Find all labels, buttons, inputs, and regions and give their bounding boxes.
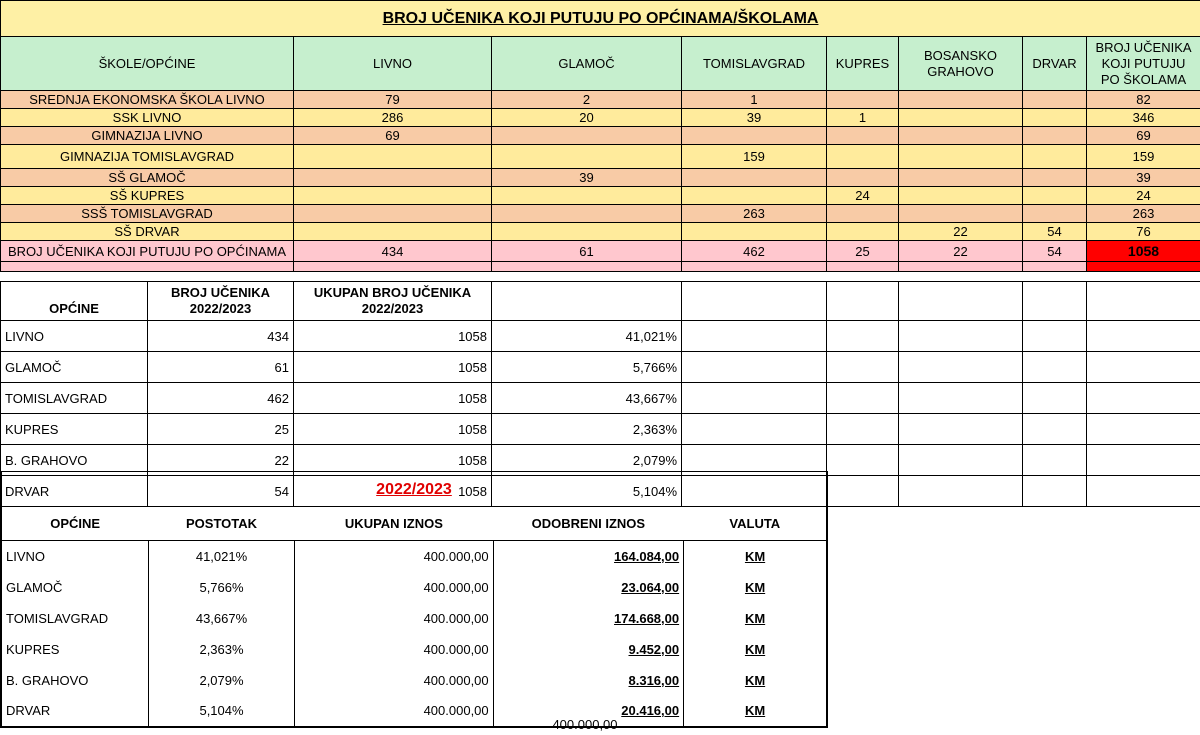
grand-total: 1058 bbox=[1087, 241, 1200, 262]
school-value bbox=[1023, 127, 1087, 145]
school-value: 263 bbox=[682, 205, 827, 223]
percentage: 2,363% bbox=[492, 414, 682, 445]
school-value bbox=[1023, 205, 1087, 223]
school-value bbox=[294, 205, 492, 223]
municipality-row bbox=[1, 414, 1200, 445]
school-value: 54 bbox=[1023, 223, 1087, 241]
funding-row bbox=[1, 665, 827, 696]
header-schools: ŠKOLE/OPĆINE bbox=[1, 37, 294, 91]
school-value: 20 bbox=[492, 109, 682, 127]
school-name: GIMNAZIJA LIVNO bbox=[1, 127, 294, 145]
percentage: 43,667% bbox=[148, 603, 294, 634]
totals-value: 462 bbox=[682, 241, 827, 262]
funding-row bbox=[1, 572, 827, 603]
student-count: 61 bbox=[148, 352, 294, 383]
header-total-per-school: BROJ UČENIKA KOJI PUTUJU PO ŠKOLAMA bbox=[1087, 37, 1200, 91]
school-row bbox=[1, 205, 1200, 223]
school-row bbox=[1, 109, 1200, 127]
approved-amount: 23.064,00 bbox=[493, 572, 683, 603]
total-students: 1058 bbox=[294, 476, 492, 507]
school-name: SREDNJA EKONOMSKA ŠKOLA LIVNO bbox=[1, 91, 294, 109]
school-value bbox=[827, 205, 899, 223]
percentage: 41,021% bbox=[492, 321, 682, 352]
col-header-opcine: OPĆINE bbox=[1, 282, 148, 321]
school-value: 79 bbox=[294, 91, 492, 109]
currency: KM bbox=[684, 696, 827, 727]
total-students: 1058 bbox=[294, 383, 492, 414]
school-value bbox=[899, 91, 1023, 109]
approved-amount: 20.416,00 bbox=[493, 696, 683, 727]
school-value bbox=[492, 205, 682, 223]
currency: KM bbox=[684, 665, 827, 696]
totals-value: 25 bbox=[827, 241, 899, 262]
student-count: 25 bbox=[148, 414, 294, 445]
school-total: 346 bbox=[1087, 109, 1200, 127]
school-value bbox=[899, 169, 1023, 187]
col-header-students: BROJ UČENIKA 2022/2023 bbox=[148, 282, 294, 321]
page-title: BROJ UČENIKA KOJI PUTUJU PO OPĆINAMA/ŠKOLAMA bbox=[1, 1, 1200, 37]
currency: KM bbox=[684, 572, 827, 603]
school-value: 2 bbox=[492, 91, 682, 109]
school-value bbox=[899, 205, 1023, 223]
percentage: 41,021% bbox=[148, 541, 294, 572]
percentage: 5,766% bbox=[148, 572, 294, 603]
header-livno: LIVNO bbox=[294, 37, 492, 91]
school-value bbox=[682, 187, 827, 205]
percentage: 5,104% bbox=[148, 696, 294, 727]
school-value: 286 bbox=[294, 109, 492, 127]
school-value bbox=[1023, 145, 1087, 169]
footer-total: 400.000,00 bbox=[552, 717, 618, 732]
header-kupres: KUPRES bbox=[827, 37, 899, 91]
school-value bbox=[682, 169, 827, 187]
col-header-total-students: UKUPAN BROJ UČENIKA 2022/2023 bbox=[294, 282, 492, 321]
student-count: 54 bbox=[148, 476, 294, 507]
school-value bbox=[827, 223, 899, 241]
school-value bbox=[827, 91, 899, 109]
col-header-total-amount: UKUPAN IZNOS bbox=[295, 508, 493, 541]
school-total: 159 bbox=[1087, 145, 1200, 169]
school-value bbox=[294, 223, 492, 241]
municipality-name: LIVNO bbox=[1, 321, 148, 352]
school-value bbox=[1023, 91, 1087, 109]
school-row bbox=[1, 145, 1200, 169]
student-count: 434 bbox=[148, 321, 294, 352]
school-name: SSŠ TOMISLAVGRAD bbox=[1, 205, 294, 223]
school-name: SŠ DRVAR bbox=[1, 223, 294, 241]
municipality-name: KUPRES bbox=[6, 641, 60, 657]
currency: KM bbox=[684, 634, 827, 665]
municipality-row bbox=[1, 383, 1200, 414]
approved-amount: 8.316,00 bbox=[493, 665, 683, 696]
totals-value: 54 bbox=[1023, 241, 1087, 262]
percentage: 5,766% bbox=[492, 352, 682, 383]
school-value: 39 bbox=[492, 169, 682, 187]
municipality-name: TOMISLAVGRAD bbox=[1, 383, 148, 414]
total-students: 1058 bbox=[294, 445, 492, 476]
school-value bbox=[899, 187, 1023, 205]
total-amount: 400.000,00 bbox=[295, 541, 493, 572]
percentage: 5,104% bbox=[492, 476, 682, 507]
school-value bbox=[682, 223, 827, 241]
student-count: 22 bbox=[148, 445, 294, 476]
total-students: 1058 bbox=[294, 414, 492, 445]
percentage: 2,079% bbox=[492, 445, 682, 476]
percentage: 2,079% bbox=[148, 665, 294, 696]
municipality-name: B. GRAHOVO bbox=[6, 672, 89, 688]
school-value: 24 bbox=[827, 187, 899, 205]
total-amount: 400.000,00 bbox=[295, 572, 493, 603]
school-value bbox=[899, 127, 1023, 145]
school-value: 159 bbox=[682, 145, 827, 169]
school-value bbox=[294, 187, 492, 205]
funding-year: 2022/2023 bbox=[376, 480, 452, 498]
school-row bbox=[1, 169, 1200, 187]
school-value: 69 bbox=[294, 127, 492, 145]
total-students: 1058 bbox=[294, 321, 492, 352]
school-value bbox=[827, 127, 899, 145]
school-row bbox=[1, 127, 1200, 145]
totals-value: 434 bbox=[294, 241, 492, 262]
school-row bbox=[1, 223, 1200, 241]
school-value: 39 bbox=[682, 109, 827, 127]
total-amount: 400.000,00 bbox=[295, 665, 493, 696]
school-name: SŠ KUPRES bbox=[1, 187, 294, 205]
school-value bbox=[1023, 109, 1087, 127]
school-total: 82 bbox=[1087, 91, 1200, 109]
municipality-name: LIVNO bbox=[6, 548, 46, 564]
percentage: 2,363% bbox=[148, 634, 294, 665]
funding-row bbox=[1, 603, 827, 634]
school-value bbox=[492, 223, 682, 241]
totals-label: BROJ UČENIKA KOJI PUTUJU PO OPĆINAMA bbox=[1, 241, 294, 262]
municipality-name: GLAMOČ bbox=[6, 579, 63, 595]
total-amount: 400.000,00 bbox=[295, 634, 493, 665]
municipality-row bbox=[1, 352, 1200, 383]
totals-value: 22 bbox=[899, 241, 1023, 262]
funding-row bbox=[1, 634, 827, 665]
school-value bbox=[682, 127, 827, 145]
municipality-name: DRVAR bbox=[1, 476, 148, 507]
school-total: 263 bbox=[1087, 205, 1200, 223]
school-total: 24 bbox=[1087, 187, 1200, 205]
municipality-name: DRVAR bbox=[6, 703, 51, 718]
school-value bbox=[827, 145, 899, 169]
school-value: 1 bbox=[682, 91, 827, 109]
school-total: 39 bbox=[1087, 169, 1200, 187]
school-total: 69 bbox=[1087, 127, 1200, 145]
funding-table bbox=[0, 471, 828, 728]
col-header-approved: ODOBRENI IZNOS bbox=[493, 508, 683, 541]
school-value bbox=[1023, 187, 1087, 205]
student-count: 462 bbox=[148, 383, 294, 414]
school-row bbox=[1, 187, 1200, 205]
approved-amount: 174.668,00 bbox=[493, 603, 683, 634]
currency: KM bbox=[684, 603, 827, 634]
school-value bbox=[899, 145, 1023, 169]
header-drvar: DRVAR bbox=[1023, 37, 1087, 91]
school-name: SSK LIVNO bbox=[1, 109, 294, 127]
municipality-name: GLAMOČ bbox=[1, 352, 148, 383]
school-value: 22 bbox=[899, 223, 1023, 241]
total-amount: 400.000,00 bbox=[295, 696, 493, 727]
total-amount: 400.000,00 bbox=[295, 603, 493, 634]
funding-header-row bbox=[1, 508, 827, 541]
spacer-row bbox=[1, 262, 1200, 272]
approved-amount: 9.452,00 bbox=[493, 634, 683, 665]
municipality-name: TOMISLAVGRAD bbox=[6, 610, 109, 626]
header-row bbox=[1, 37, 1200, 91]
school-value bbox=[1023, 169, 1087, 187]
totals-value: 61 bbox=[492, 241, 682, 262]
totals-row bbox=[1, 241, 1200, 262]
header-bosansko-grahovo: BOSANSKO GRAHOVO bbox=[899, 37, 1023, 91]
school-value bbox=[492, 145, 682, 169]
school-value bbox=[492, 187, 682, 205]
municipality-row bbox=[1, 321, 1200, 352]
col-header-opcine: OPĆINE bbox=[1, 508, 148, 541]
school-name: SŠ GLAMOČ bbox=[1, 169, 294, 187]
students-by-school-table bbox=[0, 0, 1200, 272]
school-value bbox=[492, 127, 682, 145]
header-tomislavgrad: TOMISLAVGRAD bbox=[682, 37, 827, 91]
currency: KM bbox=[684, 541, 827, 572]
funding-row bbox=[1, 541, 827, 572]
school-value bbox=[294, 169, 492, 187]
school-row bbox=[1, 91, 1200, 109]
school-value: 1 bbox=[827, 109, 899, 127]
total-students: 1058 bbox=[294, 352, 492, 383]
municipality-name: KUPRES bbox=[1, 414, 148, 445]
header-glamoc: GLAMOČ bbox=[492, 37, 682, 91]
col-header-currency: VALUTA bbox=[684, 508, 827, 541]
funding-row bbox=[1, 696, 827, 727]
approved-amount: 164.084,00 bbox=[493, 541, 683, 572]
school-value bbox=[827, 169, 899, 187]
school-value bbox=[899, 109, 1023, 127]
col-header-percent: POSTOTAK bbox=[148, 508, 294, 541]
students-header-row bbox=[1, 282, 1200, 321]
school-total: 76 bbox=[1087, 223, 1200, 241]
municipality-name: B. GRAHOVO bbox=[1, 445, 148, 476]
school-name: GIMNAZIJA TOMISLAVGRAD bbox=[1, 145, 294, 169]
percentage: 43,667% bbox=[492, 383, 682, 414]
school-value bbox=[294, 145, 492, 169]
